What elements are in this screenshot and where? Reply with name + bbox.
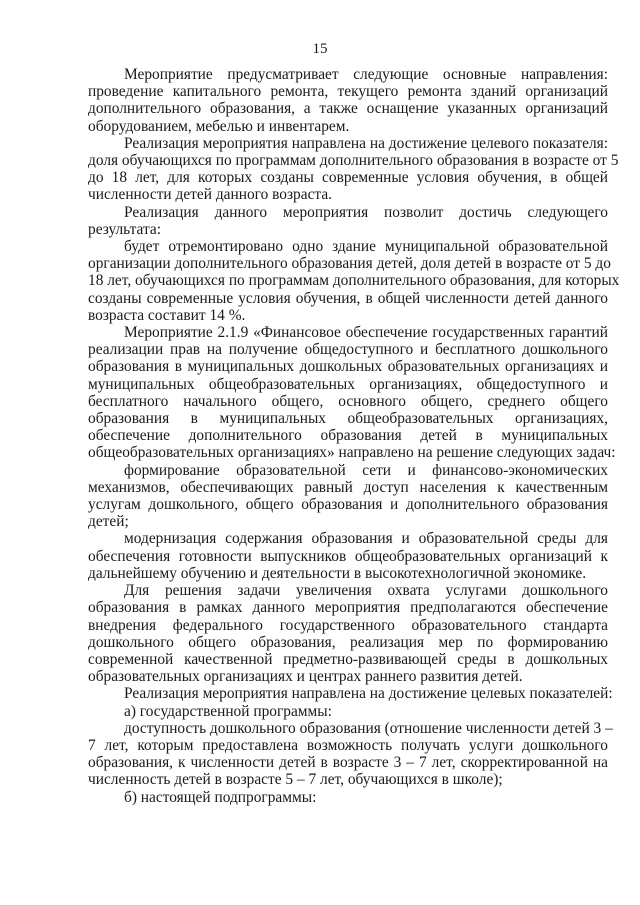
text-line: Реализация мероприятия направлена на достижение целевого показателя: [124,134,608,152]
text-line: современной качественной предметно-развивающей среды в дошкольных [88,650,608,668]
text-line: б) настоящей подпрограммы: [124,788,317,806]
text-line: созданы современные условия обучения, в общей численности детей данного [88,289,608,307]
text-line: образовательных организациях и центрах раннего развития детей. [88,668,523,686]
text-line: образования в муниципальных общеобразовательных организациях, [88,410,608,428]
text-line: Реализация данного мероприятия позволит достичь следующего [124,203,608,221]
body-text [88,66,620,806]
text-line: Для решения задачи увеличения охвата услугами дошкольного [124,582,608,600]
text-line: Реализация мероприятия направлена на достижение целевых показателей: [124,685,613,703]
text-line: результата: [88,220,161,238]
text-line: доступность дошкольного образования (отношение численности детей 3 – [124,719,613,737]
text-line: проведение капитального ремонта, текущего ремонта зданий организаций [88,83,608,101]
text-line: механизмов, обеспечивающих равный доступ населения к качественным [88,478,608,496]
text-line: дошкольного общего образования, реализация мер по формированию [88,633,608,651]
text-line: детей; [88,513,129,531]
text-line: дополнительного образования, а также оснащение указанных организаций [88,100,608,118]
text-line: Мероприятие 2.1.9 «Финансовое обеспечение государственных гарантий [124,324,608,342]
text-line: формирование образовательной сети и финансово-экономических [124,461,608,479]
text-line: образования в рамках данного мероприятия предполагаются обеспечение [88,599,608,617]
text-line: оборудованием, мебелью и инвентарем. [88,117,350,135]
text-line: 7 лет, которым предоставлена возможность получать услуги дошкольного [88,736,608,754]
text-line: общеобразовательных организациях» направлено на решение следующих задач: [88,444,616,462]
text-line: реализации прав на получение общедоступного и бесплатного дошкольного [88,341,608,359]
text-line: дальнейшему обучению и деятельности в высокотехнологичной экономике. [88,564,587,582]
text-line: до 18 лет, для которых созданы современные условия обучения, в общей [88,169,608,187]
text-line: услугам дошкольного, общего образования и дополнительного образования [88,496,608,514]
text-line: будет отремонтировано одно здание муниципальной образовательной [124,238,608,256]
text-line: численность детей в возрасте 5 – 7 лет, обучающихся в школе); [88,771,503,789]
text-line: внедрения федерального государственного образовательного стандарта [88,616,608,634]
text-line: муниципальных общеобразовательных организациях, общедоступного и [88,375,608,393]
text-line: численности детей данного возраста. [88,186,333,204]
text-line: доля обучающихся по программам дополнительного образования в возрасте от 5 [88,152,619,170]
text-line: образования, к численности детей в возрасте 3 – 7 лет, скорректированной на [88,754,608,772]
text-line: модернизация содержания образования и образовательной среды для [124,530,608,548]
text-line: образования в муниципальных дошкольных образовательных организациях и [88,358,608,376]
text-line: обеспечения готовности выпускников общеобразовательных организаций к [88,547,608,565]
text-line: возраста составит 14 %. [88,306,246,324]
text-line: Мероприятие предусматривает следующие основные направления: [124,66,608,83]
text-line: бесплатного начального общего, основного общего, среднего общего [88,392,608,410]
text-line: обеспечение дополнительного образования детей в муниципальных [88,427,608,445]
text-line: 18 лет, обучающихся по программам дополнительного образования, для которых [88,272,620,290]
text-line: организации дополнительного образования детей, доля детей в возрасте от 5 до [88,255,611,273]
page-number: 15 [312,41,328,57]
text-line: а) государственной программы: [124,702,332,720]
